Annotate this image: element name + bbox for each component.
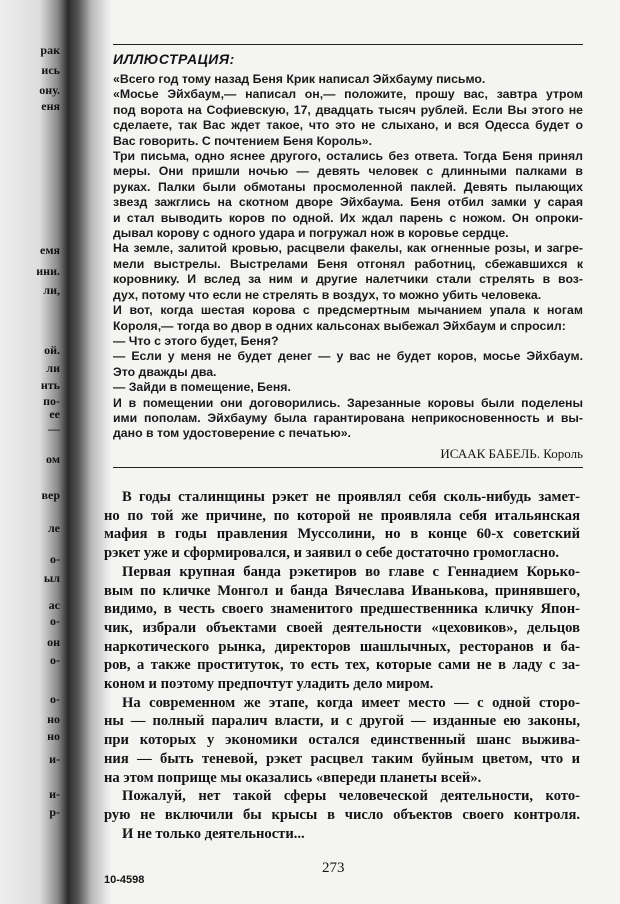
left-page-fragment: ли (46, 361, 60, 375)
left-page-fragment: вер (41, 488, 60, 502)
text-line: наркотического рынка, директоров шашлычных, ресторанов и ба- (104, 638, 580, 655)
quote-line: Три письма, одно яснее другого, остались без ответа. Тогда Беня принял (113, 149, 583, 164)
quote-line: сделаете, так Вас ждет такое, что это не слыхано, и вся Одесса будет о (113, 118, 583, 133)
left-page-fragment: но (47, 729, 60, 743)
text-line: мафия в годы правления Муссолини, но в конце 60-х советский (104, 526, 580, 543)
quote-line: руках. Палки были обмотаны просмоленной паклей. Девять пылающих (113, 179, 583, 194)
quote-line: дано в том удостоверение с печатью». (113, 426, 351, 441)
quote-line: мели выстрелы. Выстрелами Беня отгонял работниц, сбежавшихся к (113, 256, 583, 271)
quote-line: ими пополам. Эйхбауму была гарантирована неприкосновенность и вы- (113, 410, 583, 425)
quote-line: Это дважды два. (113, 364, 217, 379)
quote-line: И вот, когда шестая корова с предсмертным мычанием упала к ногам (113, 303, 583, 318)
left-page-fragment: по- (43, 394, 60, 408)
left-page-fragment: и- (49, 752, 60, 766)
quote-line: И в помещении они договорились. Зарезанные коровы были поделены (113, 395, 583, 410)
left-page-fragment: о- (50, 653, 60, 667)
quote-line: дывал корову с одного удара и погружал нож в коровье сердце. (113, 226, 509, 241)
quote-line: «Всего год тому назад Беня Крик написал Эйхбауму письмо. (113, 72, 486, 86)
left-page-fragment: ле (47, 521, 60, 535)
quote-line: — Если у меня не будет денег — у вас не будет коров, мосье Эйхбаум. (113, 349, 583, 364)
quote-line: Вас говорить. С почтением Беня Король». (113, 133, 373, 148)
text-line: на этом поприще мы оказались «впереди планеты всей». (104, 769, 482, 786)
left-page-fragment: рак (40, 43, 60, 57)
left-page-edge (0, 0, 60, 904)
illustration-quote (113, 72, 583, 442)
text-line: В годы сталинщины рэкет не проявлял себя сколь-нибудь замет- (122, 489, 580, 505)
text-line: И не только деятельности... (122, 825, 305, 842)
quote-line: под ворота на Софиевскую, 17, двадцать тысяч рублей. Если Вы этого не (113, 102, 583, 117)
text-line: коном и поэтому предпочтут уладить дело миром. (104, 676, 434, 693)
text-line: вым по кличке Монгол и банда Вячеслава Иванькова, принявшего, (104, 582, 580, 599)
text-line: ния — быть теневой, рэкет расцвел таким буйным цветом, что и (104, 750, 580, 767)
quote-line: — Что с этого будет, Беня? (113, 333, 279, 348)
left-page-fragment: ли, (43, 283, 60, 297)
text-line: Первая крупная банда рэкетиров во главе с Геннадием Корько- (122, 563, 580, 580)
left-page-fragment: и- (49, 787, 60, 801)
quote-line: звезд зажглись на скотном дворе Эйхбаума. Беня отбил замки у сарая (113, 195, 583, 210)
text-line: ны — полный паралич власти, и с другой — изданные ею законы, (104, 713, 580, 730)
quote-line: меры. Они пришли ночью — девять человек с длинными палками в (113, 164, 583, 179)
left-page-fragment: он (47, 635, 60, 649)
left-page-fragment: но (47, 712, 60, 726)
left-page-fragment: — (48, 422, 60, 436)
text-line: но по той же причине, по которой не проявляла себя итальянская (104, 507, 580, 524)
text-line: ров, а также проституток, то есть тех, которые сами не в ладу с за- (104, 657, 580, 674)
main-text (104, 488, 580, 843)
quote-line: На земле, залитой кровью, расцвели факелы, как огненные розы, и загре- (113, 241, 583, 256)
illustration-title: ИЛЛЮСТРАЦИЯ: (113, 51, 235, 67)
quote-line: коровнику. И вслед за ним и другие налетчики стали стрелять в воз- (113, 272, 583, 287)
left-page-fragment: ини. (36, 264, 60, 278)
left-page-fragment: ыл (43, 571, 60, 585)
text-line: рэкет уже и сформировался, и заявил о себе достаточно громогласно. (104, 545, 560, 562)
left-page-fragment: нть (40, 378, 60, 392)
quote-line: и стал выводить коров по одной. Их ждал парень с ножом. Он опроки- (113, 210, 583, 225)
left-page-fragment: о- (50, 692, 60, 706)
quote-line: — Зайди в помещение, Беня. (113, 380, 291, 395)
page-number: 273 (322, 860, 345, 876)
illustration-block (113, 44, 583, 468)
left-page-fragment: р- (49, 805, 60, 819)
left-page-fragment: ее (49, 407, 60, 421)
left-page-fragment: ону. (39, 83, 60, 97)
text-line: чик, избрали объектами своей деятельности «цеховиков», дельцов (104, 619, 580, 636)
left-page-fragment: ись (41, 63, 60, 77)
bottom-rule (113, 467, 583, 468)
text-line: рую не включили бы крысы в число объектов своего контроля. (104, 806, 580, 823)
quote-line: «Мосье Эйхбаум,— написал он,— положите, прошу вас, завтра утром (113, 87, 583, 102)
left-page-fragment: емя (40, 243, 60, 257)
left-page-fragment: еня (41, 99, 60, 113)
left-page-fragment: ой. (44, 343, 60, 357)
left-page-fragment: о- (50, 614, 60, 628)
quote-line: Короля,— тогда во двор в одних кальсонах выбежал Эйхбаум и спросил: (113, 318, 566, 333)
text-line: На современном же этапе, когда имеет место — с одной сторо- (122, 694, 580, 711)
quote-line: дух, потому что если не стрелять в воздух, то можно убить человека. (113, 287, 542, 302)
left-page-fragment: ас (48, 598, 60, 612)
quote-attribution: ИСААК БАБЕЛЬ. Король (440, 445, 583, 461)
printer-signature: 10-4598 (104, 874, 145, 886)
text-line: видимо, в честь своего знаменитого предшественника кличку Япон- (104, 601, 580, 618)
text-line: Пожалуй, нет такой сферы человеческой деятельности, кото- (122, 788, 580, 805)
left-page-fragment: ом (46, 452, 60, 466)
text-line: при которых у экономики остался единственный шанс выжива- (104, 732, 580, 749)
top-rule (113, 44, 583, 45)
left-page-fragment: о- (50, 552, 60, 566)
